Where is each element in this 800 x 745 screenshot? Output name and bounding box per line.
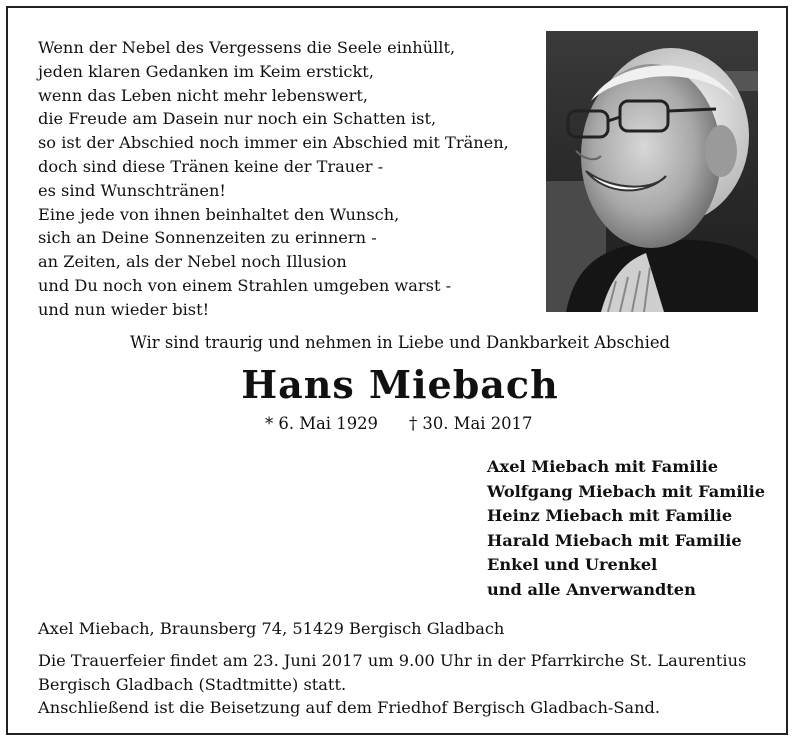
poem-line: und nun wieder bist!: [38, 299, 210, 319]
poem-line: die Freude am Dasein nur noch ein Schatten ist,: [38, 109, 437, 129]
mourners-list: [487, 455, 765, 602]
poem-line: Eine jede von ihnen beinhaltet den Wunsch,: [38, 204, 400, 224]
deceased-name: Hans Miebach: [241, 362, 559, 407]
portrait-photo: [546, 31, 758, 312]
service-line: Bergisch Gladbach (Stadtmitte) statt.: [38, 674, 347, 694]
farewell-intro: Wir sind traurig und nehmen in Liebe und Dankbarkeit Abschied: [129, 333, 671, 352]
poem-line: Wenn der Nebel des Vergessens die Seele einhüllt,: [38, 38, 456, 57]
service-line: Anschließend ist die Beisetzung auf dem Friedhof Bergisch Gladbach-Sand.: [38, 698, 661, 718]
death-date: † 30. Mai 2017: [409, 414, 533, 433]
birth-date: * 6. Mai 1929: [265, 414, 378, 433]
poem-line: so ist der Abschied noch immer ein Abschied mit Tränen,: [38, 133, 509, 153]
mourner-item: Enkel und Urenkel: [487, 555, 658, 574]
mourner-item: Wolfgang Miebach mit Familie: [487, 481, 766, 501]
poem-line: und Du noch von einem Strahlen umgeben warst -: [38, 275, 452, 295]
poem: [38, 36, 538, 322]
poem-line: sich an Deine Sonnenzeiten zu erinnern -: [38, 228, 377, 248]
contact-address: Axel Miebach, Braunsberg 74, 51429 Bergisch Gladbach: [38, 619, 505, 638]
poem-line: an Zeiten, als der Nebel noch Illusion: [38, 252, 347, 272]
mourner-item: Harald Miebach mit Familie: [487, 530, 742, 550]
poem-line: es sind Wunschtränen!: [38, 180, 226, 200]
poem-line: doch sind diese Tränen keine der Trauer -: [38, 156, 384, 176]
mourner-item: Heinz Miebach mit Familie: [487, 506, 733, 525]
service-line: Die Trauerfeier findet am 23. Juni 2017 um 9.00 Uhr in der Pfarrkirche St. Laurentius: [38, 651, 747, 670]
mourner-item: Axel Miebach mit Familie: [487, 457, 719, 476]
poem-line: jeden klaren Gedanken im Keim erstickt,: [38, 61, 374, 81]
service-info: [38, 649, 746, 720]
poem-line: wenn das Leben nicht mehr lebenswert,: [38, 85, 368, 105]
mourner-item: und alle Anverwandten: [487, 579, 696, 599]
